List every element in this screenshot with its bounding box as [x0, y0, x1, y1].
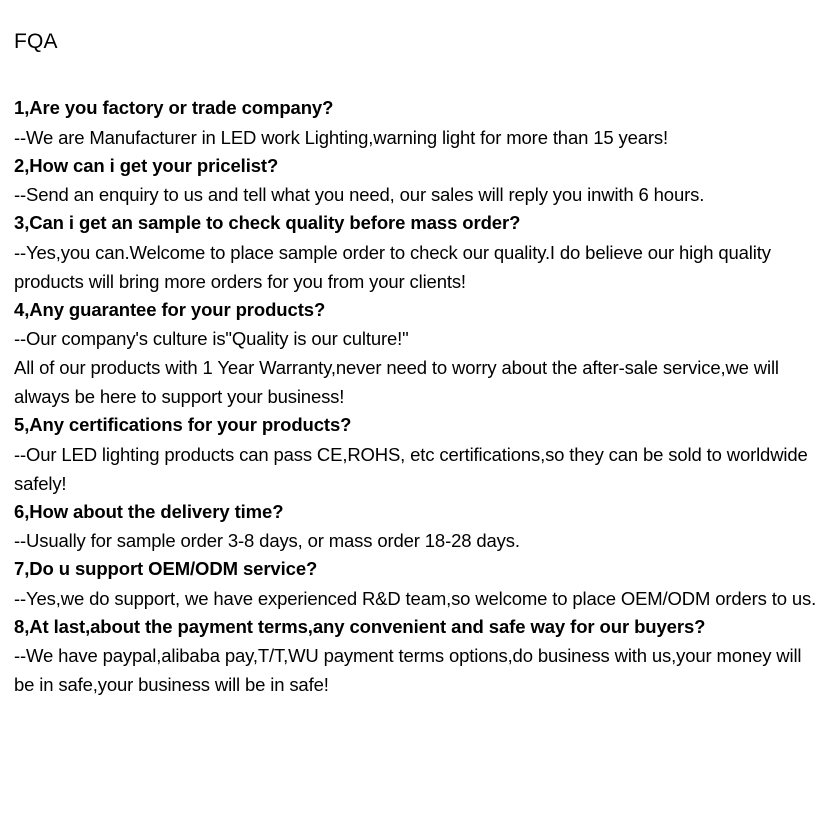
faq-item	[14, 613, 819, 700]
faq-question: 5,Any certifications for your products?	[14, 414, 352, 435]
faq-question: 8,At last,about the payment terms,any convenient and safe way for our buyers?	[14, 615, 706, 637]
faq-answer: --Yes,you can.Welcome to place sample order to check our quality.I do believe our high quality products will bring more orders for you from your clients!	[14, 241, 771, 292]
page-title: FQA	[14, 30, 58, 53]
faq-question: 4,Any guarantee for your products?	[14, 298, 326, 320]
faq-question: 3,Can i get an sample to check quality before mass order?	[14, 212, 521, 233]
faq-item	[14, 555, 819, 613]
faq-list	[14, 94, 819, 699]
faq-answer: --Send an enquiry to us and tell what you need, our sales will reply you inwith 6 hours.	[14, 184, 705, 205]
faq-answer: --Our LED lighting products can pass CE,ROHS, etc certifications,so they can be sold to worldwide safely!	[14, 443, 808, 494]
faq-item	[14, 411, 819, 498]
faq-answer-extra: All of our products with 1 Year Warranty,never need to worry about the after-sale service,we will always be here to support your business!	[14, 357, 779, 407]
faq-answer: --Usually for sample order 3-8 days, or mass order 18-28 days.	[14, 530, 520, 551]
faq-question: 6,How about the delivery time?	[14, 500, 284, 522]
faq-question: 7,Do u support OEM/ODM service?	[14, 558, 318, 579]
faq-question: 2,How can i get your pricelist?	[14, 154, 279, 176]
faq-item	[14, 498, 819, 556]
faq-item	[14, 94, 819, 152]
faq-answer: --Yes,we do support, we have experienced R&D team,so welcome to place OEM/ODM orders to us.	[14, 587, 817, 609]
faq-answer: --Our company's culture is"Quality is our culture!"	[14, 328, 409, 349]
faq-answer: --We are Manufacturer in LED work Lighting,warning light for more than 15 years!	[14, 126, 668, 148]
faq-question: 1,Are you factory or trade company?	[14, 97, 334, 118]
faq-item	[14, 296, 819, 412]
faq-item	[14, 209, 819, 296]
faq-item	[14, 152, 819, 210]
faq-answer: --We have paypal,alibaba pay,T/T,WU payment terms options,do business with us,your money will be in safe,your business will be in safe!	[14, 645, 802, 695]
